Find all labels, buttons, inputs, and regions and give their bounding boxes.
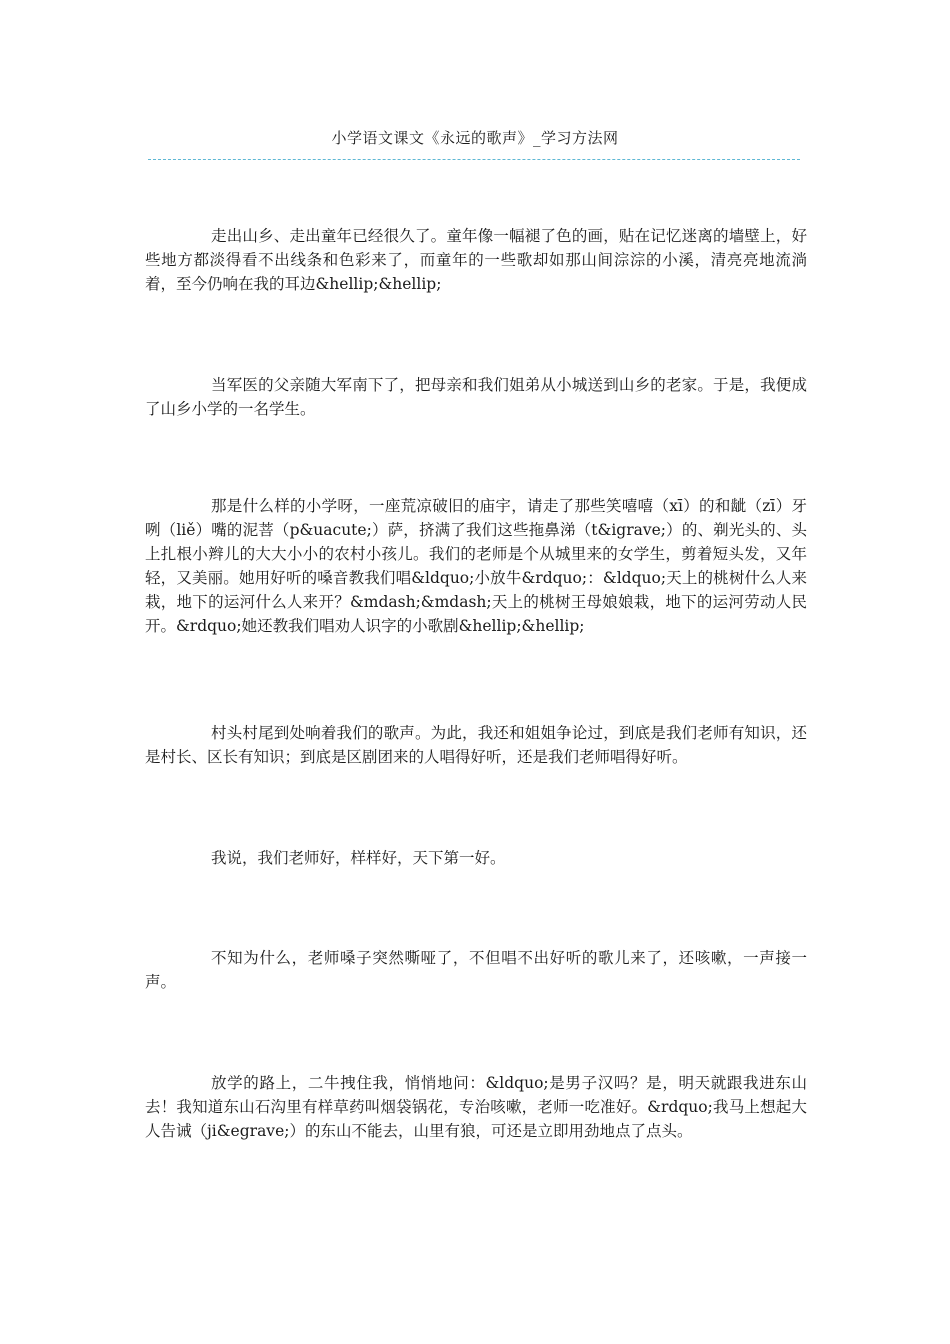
paragraph: 当军医的父亲随大军南下了，把母亲和我们姐弟从小城送到山乡的老家。于是，我便成了山乡小学的一名学生。 bbox=[145, 376, 807, 418]
paragraph: 放学的路上，二牛拽住我，悄悄地问：&ldquo;是男子汉吗？是，明天就跟我进东山去！我知道东山石沟里有样草药叫烟袋锅花，专治咳嗽，老师一吃准好。&rdquo;我马上想起大人告诫（ji&egrave;）的东山不能去，山里有狼，可还是立即用劲地点了点头。 bbox=[145, 1074, 807, 1140]
paragraph: 那是什么样的小学呀，一座荒凉破旧的庙宇，请走了那些笑嘻嘻（xī）的和龇（zī）牙咧（liě）嘴的泥菩（p&uacute;）萨，挤满了我们这些拖鼻涕（t&igrave;）的、剃光头的、头上扎根小辫儿的大大小小的农村小孩儿。我们的老师是个从城里来的女学生，剪着短头发，又年轻，又美丽。她用好听的嗓音教我们唱&ldquo;小放牛&rdquo;：&ldquo;天上的桃树什么人来栽，地下的运河什么人来开？&mdash;&mdash;天上的桃树王母娘娘栽，地下的运河劳动人民开。&rdquo;她还教我们唱劝人识字的小歌剧&hellip;&hellip; bbox=[145, 497, 807, 635]
paragraph: 村头村尾到处响着我们的歌声。为此，我还和姐姐争论过，到底是我们老师有知识，还是村长、区长有知识；到底是区剧团来的人唱得好听，还是我们老师唱得好听。 bbox=[145, 724, 807, 766]
paragraph: 不知为什么，老师嗓子突然嘶哑了，不但唱不出好听的歌儿来了，还咳嗽，一声接一声。 bbox=[145, 949, 807, 991]
page-title: 小学语文课文《永远的歌声》_学习方法网 bbox=[331, 129, 619, 147]
paragraph: 走出山乡、走出童年已经很久了。童年像一幅褪了色的画，贴在记忆迷离的墙壁上，好些地方都淡得看不出线条和色彩来了，而童年的一些歌却如那山间淙淙的小溪，清亮亮地流淌着，至今仍响在我的耳边&hellip;&hellip; bbox=[145, 227, 807, 293]
title-divider bbox=[148, 159, 800, 160]
paragraph: 我说，我们老师好，样样好，天下第一好。 bbox=[211, 849, 506, 867]
